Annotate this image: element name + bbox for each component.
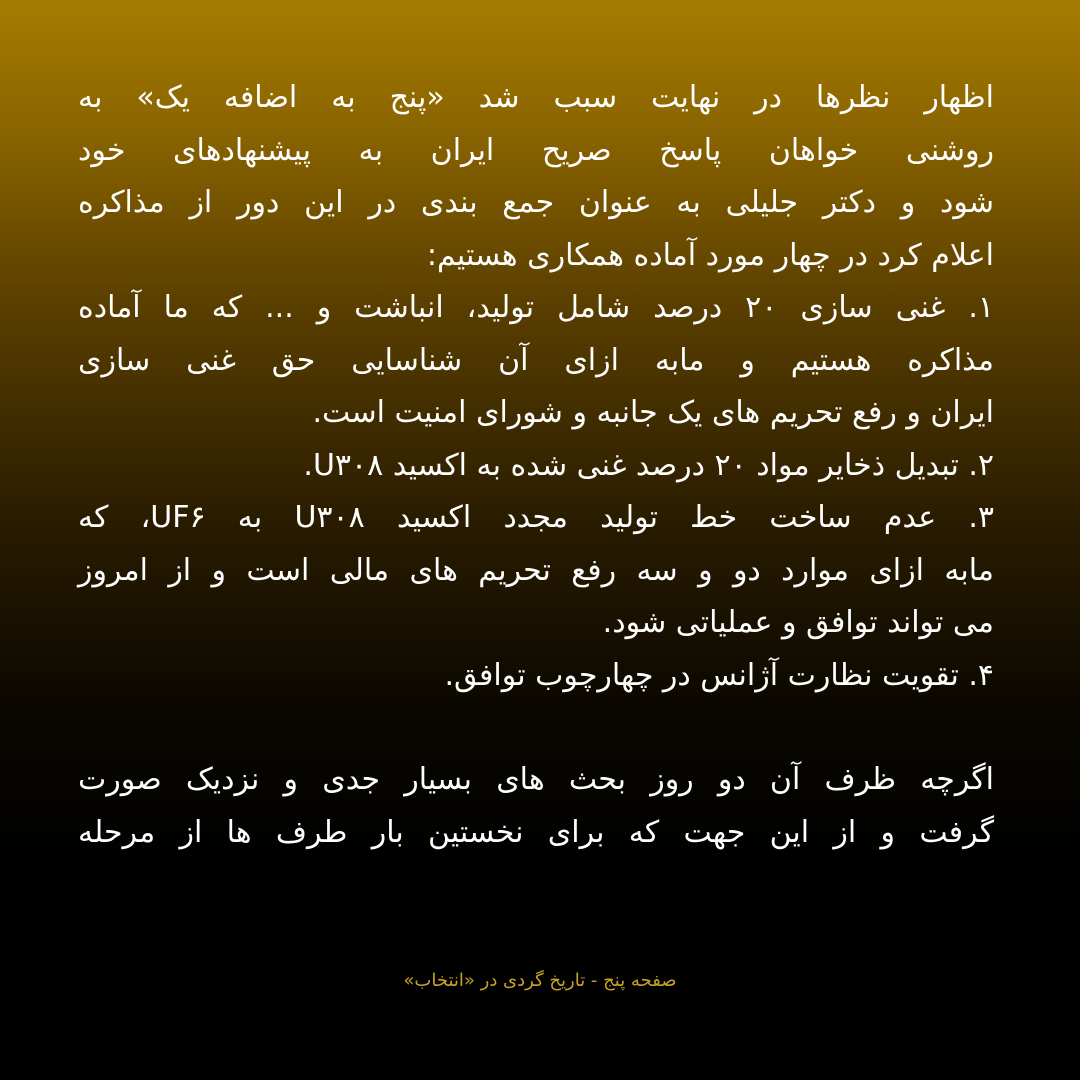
text-line: روشنی خواهان پاسخ صریح ایران به پیشنهادهای خود xyxy=(78,132,994,168)
list-item-1-line: مذاکره هستیم و مابه ازای آن شناسایی حق غنی سازی xyxy=(78,342,994,378)
text-line: اعلام کرد در چهار مورد آماده همکاری هستیم: xyxy=(426,237,994,273)
list-item-4: ۴. تقویت نظارت آژانس در چهارچوب توافق. xyxy=(444,657,994,693)
list-item-3-line: می تواند توافق و عملیاتی شود. xyxy=(602,605,994,640)
text-line: اظهار نظرها در نهایت سبب شد «پنج به اضافه یک» به xyxy=(78,80,994,115)
list-item-1-line: ۱. غنی سازی ۲۰ درصد شامل تولید، انباشت و ... که ما آماده xyxy=(78,290,994,325)
list-item-3-line: ۳. عدم ساخت خط تولید مجدد اکسید U۳۰۸ به UF۶، که xyxy=(78,500,994,535)
article-paragraph-2 xyxy=(78,754,994,859)
page-caption: صفحه پنج - تاریخ گردی در «انتخاب» xyxy=(403,970,677,991)
text-line: گرفت و از این جهت که برای نخستین بار طرف ها از مرحله xyxy=(78,814,994,850)
list-item-3-line: مابه ازای موارد دو و سه رفع تحریم های مالی است و از امروز xyxy=(78,552,994,588)
text-line: شود و دکتر جلیلی به عنوان جمع بندی در این دور از مذاکره xyxy=(78,185,994,220)
list-item-1-line: ایران و رفع تحریم های یک جانبه و شورای امنیت است. xyxy=(312,395,994,430)
article-paragraph-1 xyxy=(78,72,994,702)
paragraph-gap xyxy=(78,702,994,754)
list-item-2: ۲. تبدیل ذخایر مواد ۲۰ درصد غنی شده به اکسید U۳۰۸. xyxy=(303,447,994,483)
article-body xyxy=(78,72,994,859)
text-line: اگرچه ظرف آن دو روز بحث های بسیار جدی و نزدیک صورت xyxy=(78,762,994,797)
